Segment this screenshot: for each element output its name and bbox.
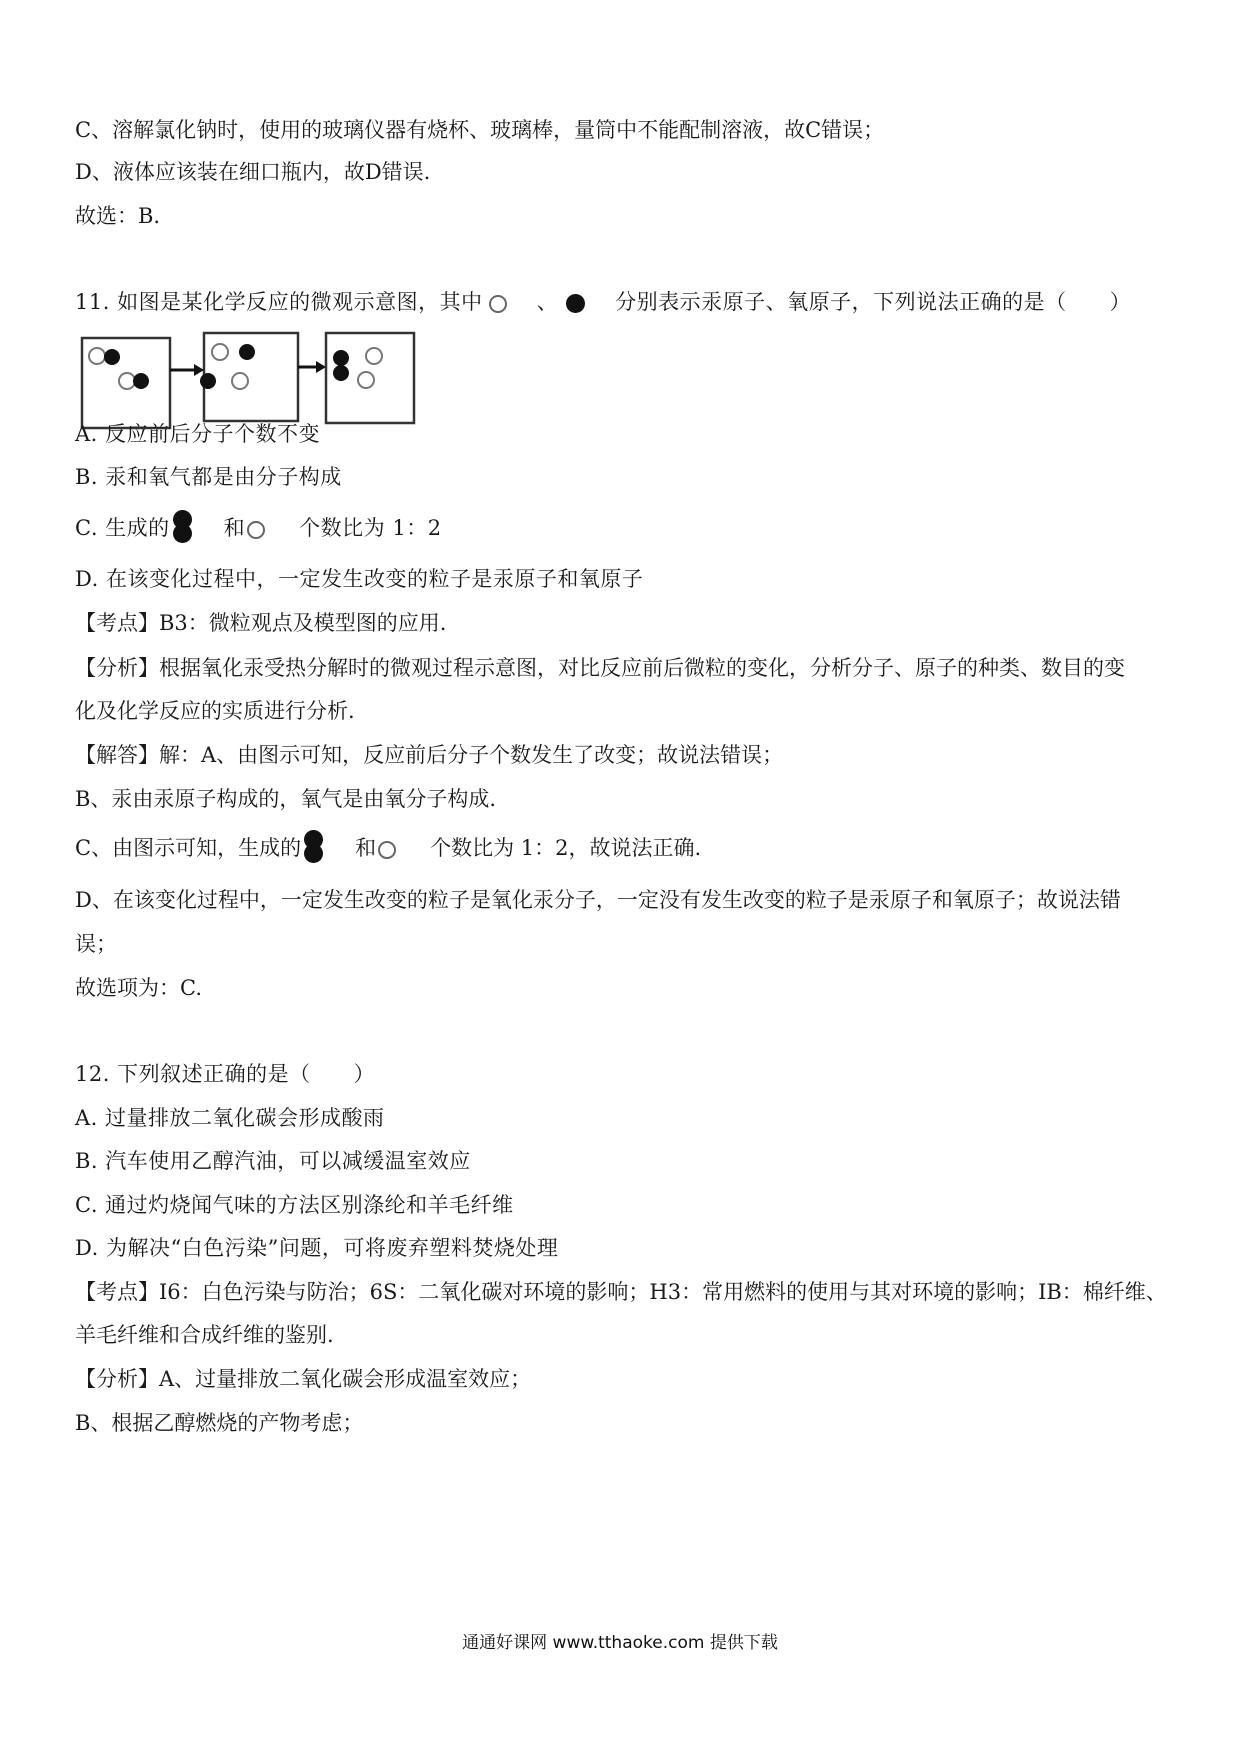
q11-option-d: D. 在该变化过程中，一定发生改变的粒子是汞原子和氧原子 bbox=[75, 567, 644, 591]
q11-jieda-line3 bbox=[75, 834, 701, 865]
q12-option-a: A. 过量排放二氧化碳会形成酸雨 bbox=[75, 1106, 385, 1130]
q12-kaodian-line2: 羊毛纤维和合成纤维的鉴别. bbox=[75, 1323, 334, 1347]
q11-fenxi-line2: 化及化学反应的实质进行分析. bbox=[75, 699, 355, 723]
q11-option-c-part-b: 和 bbox=[223, 516, 246, 540]
q11-option-b: B. 汞和氧气都是由分子构成 bbox=[75, 465, 342, 489]
oxygen-molecule-icon bbox=[172, 507, 194, 545]
q11-jieda-line3-part-b: 和 bbox=[355, 836, 377, 860]
q11-option-c bbox=[75, 514, 442, 545]
q12-stem: 12. 下列叙述正确的是（ ） bbox=[75, 1062, 376, 1086]
q11-option-c-part-a: C. 生成的 bbox=[75, 516, 170, 540]
arrow-2 bbox=[298, 361, 326, 373]
oxygen-molecule-icon bbox=[303, 827, 325, 865]
q12-fenxi-line2: B、根据乙醇燃烧的产物考虑； bbox=[75, 1411, 364, 1435]
q11-jieda-line3-part-c: 个数比为 1：2，故说法正确. bbox=[430, 836, 702, 860]
mercury-atom-icon bbox=[378, 841, 396, 859]
q11-stem-separator: 、 bbox=[536, 290, 559, 314]
mercury-atom-icon bbox=[489, 295, 507, 313]
mercury-atom-icon bbox=[247, 521, 265, 539]
q11-jieda-line3-part-a: C、由图示可知，生成的 bbox=[75, 836, 302, 860]
q12-option-c: C. 通过灼烧闻气味的方法区别涤纶和羊毛纤维 bbox=[75, 1193, 514, 1217]
q11-jieda-line4: D、在该变化过程中，一定发生改变的粒子是氧化汞分子，一定没有发生改变的粒子是汞原子和氧原子；故说法错 bbox=[75, 888, 1121, 912]
q12-fenxi-line1: 【分析】A、过量排放二氧化碳会形成温室效应； bbox=[75, 1367, 532, 1391]
q12-option-d: D. 为解决“白色污染”问题，可将废弃塑料焚烧处理 bbox=[75, 1236, 559, 1260]
q11-stem-part-b: 分别表示汞原子、氧原子，下列说法正确的是（ ） bbox=[615, 290, 1132, 314]
q11-kaodian: 【考点】B3：微粒观点及模型图的应用. bbox=[75, 611, 447, 635]
q11-stem-part-a: 11. 如图是某化学反应的微观示意图，其中 bbox=[75, 290, 483, 314]
q11-fenxi-line1: 【分析】根据氧化汞受热分解时的微观过程示意图，对比反应前后微粒的变化，分析分子、原子的种类、数目的变 bbox=[75, 656, 1125, 680]
q11-option-a: A. 反应前后分子个数不变 bbox=[75, 422, 321, 446]
separated-atoms bbox=[200, 344, 255, 389]
oxygen-atom-icon bbox=[566, 294, 585, 313]
text-line-answer: 故选：B. bbox=[75, 204, 161, 228]
q11-jieda-line1: 【解答】解：A、由图示可知，反应前后分子个数发生了改变；故说法错误； bbox=[75, 743, 784, 767]
mercury-oxide-molecules bbox=[89, 348, 149, 389]
q12-option-b: B. 汽车使用乙醇汽油，可以减缓温室效应 bbox=[75, 1149, 471, 1173]
q12-kaodian-line1: 【考点】I6：白色污染与防治；6S：二氧化碳对环境的影响；H3：常用燃料的使用与其对环境的影响；IB：棉纤维、 bbox=[75, 1280, 1167, 1304]
text-line-c: C、溶解氯化钠时，使用的玻璃仪器有烧杯、玻璃棒，量筒中不能配制溶液，故C错误； bbox=[75, 118, 885, 142]
q11-option-c-part-c: 个数比为 1：2 bbox=[299, 516, 442, 540]
arrow-1 bbox=[170, 364, 204, 376]
products bbox=[333, 348, 382, 388]
q11-jieda-line5: 误； bbox=[75, 932, 117, 956]
footer-source: 通通好课网 www.tthaoke.com 提供下载 bbox=[462, 1633, 778, 1653]
q11-jieda-line2: B、汞由汞原子构成的，氧气是由氧分子构成. bbox=[75, 787, 497, 811]
q11-answer: 故选项为：C. bbox=[75, 976, 202, 1000]
q11-stem bbox=[75, 288, 1131, 316]
text-line-d: D、液体应该装在细口瓶内，故D错误. bbox=[75, 160, 431, 184]
